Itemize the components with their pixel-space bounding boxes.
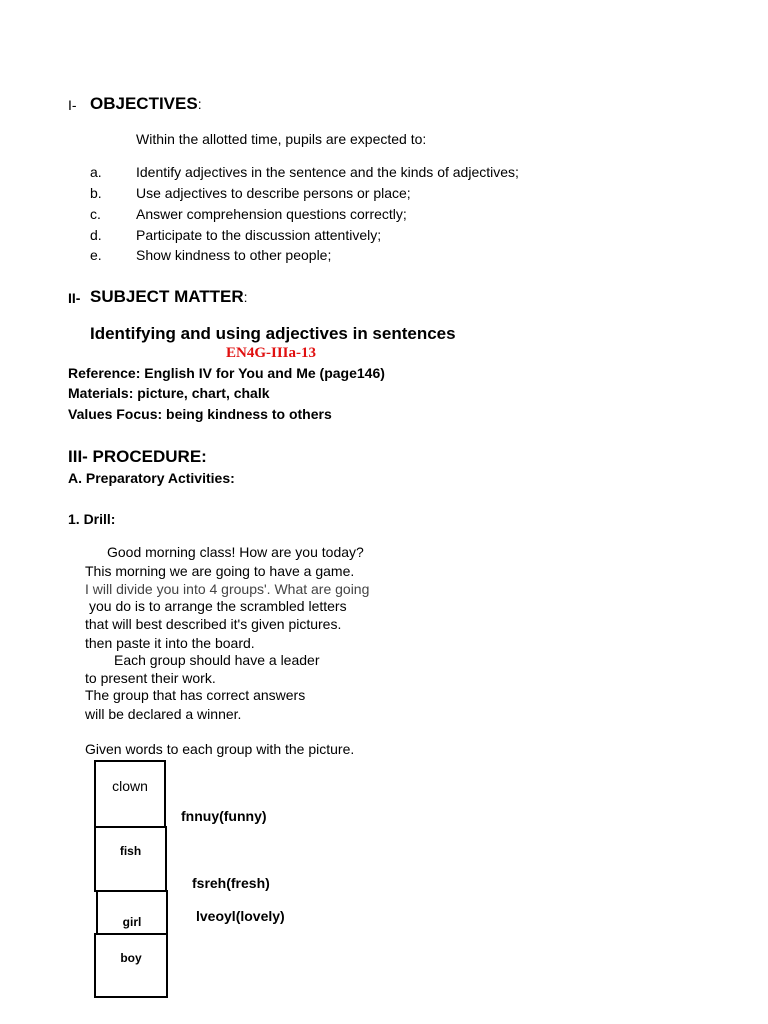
- topic-title: Identifying and using adjectives in sentences: [90, 324, 456, 343]
- subject-matter-heading: [90, 287, 248, 307]
- section-number-subject-matter: II-: [68, 290, 81, 306]
- objectives-colon: :: [197, 96, 202, 112]
- drill-line: then paste it into the board.: [85, 635, 255, 651]
- section-number-objectives: I-: [68, 97, 77, 113]
- objective-letter: c.: [90, 206, 101, 222]
- picture-label: boy: [120, 951, 142, 965]
- objective-letter: e.: [90, 247, 102, 263]
- drill-line: will be declared a winner.: [85, 706, 242, 722]
- given-words-line: Given words to each group with the picture.: [85, 741, 355, 757]
- drill-heading: 1. Drill:: [68, 511, 116, 527]
- picture-label: girl: [122, 915, 142, 929]
- objective-text: Use adjectives to describe persons or place;: [136, 185, 411, 201]
- drill-line: I will divide you into 4 groups'. What are going: [85, 581, 370, 597]
- drill-line: Good morning class! How are you today?: [107, 544, 364, 560]
- materials-line: Materials: picture, chart, chalk: [68, 385, 270, 401]
- reference-line: Reference: English IV for You and Me (page146): [68, 365, 385, 381]
- drill-line: you do is to arrange the scrambled letters: [89, 598, 347, 614]
- objective-text: Show kindness to other people;: [136, 247, 332, 263]
- procedure-title: III- PROCEDURE:: [68, 447, 207, 466]
- drill-line: The group that has correct answers: [85, 687, 306, 703]
- competency-code: EN4G-IIIa-13: [226, 345, 317, 361]
- preparatory-activities-heading: A. Preparatory Activities:: [68, 470, 235, 486]
- objectives-heading: [90, 94, 202, 114]
- picture-box-fish: [94, 826, 167, 892]
- picture-box-boy: [94, 933, 168, 998]
- drill-line: that will best described it's given pictures.: [85, 616, 342, 632]
- objective-letter: a.: [90, 164, 102, 180]
- drill-line: to present their work.: [85, 670, 216, 686]
- picture-box-clown: [94, 760, 166, 828]
- objectives-intro: Within the allotted time, pupils are expected to:: [136, 131, 427, 147]
- subject-matter-title: SUBJECT MATTER: [90, 287, 244, 306]
- drill-line: This morning we are going to have a game.: [85, 563, 355, 579]
- objective-letter: b.: [90, 185, 102, 201]
- objective-letter: d.: [90, 227, 102, 243]
- drill-line: Each group should have a leader: [114, 652, 320, 668]
- objective-text: Identify adjectives in the sentence and the kinds of adjectives;: [136, 164, 519, 180]
- scrambled-word: fsreh(fresh): [192, 875, 270, 891]
- objective-text: Participate to the discussion attentively;: [136, 227, 382, 243]
- picture-label: clown: [112, 778, 148, 794]
- scrambled-word: lveoyl(lovely): [196, 908, 285, 924]
- picture-label: fish: [119, 844, 142, 858]
- objectives-title: OBJECTIVES: [90, 94, 198, 113]
- values-focus-line: Values Focus: being kindness to others: [68, 406, 332, 422]
- picture-box-girl: [96, 890, 168, 936]
- subject-matter-colon: :: [243, 289, 248, 305]
- scrambled-word: fnnuy(funny): [181, 808, 267, 824]
- objective-text: Answer comprehension questions correctly;: [136, 206, 407, 222]
